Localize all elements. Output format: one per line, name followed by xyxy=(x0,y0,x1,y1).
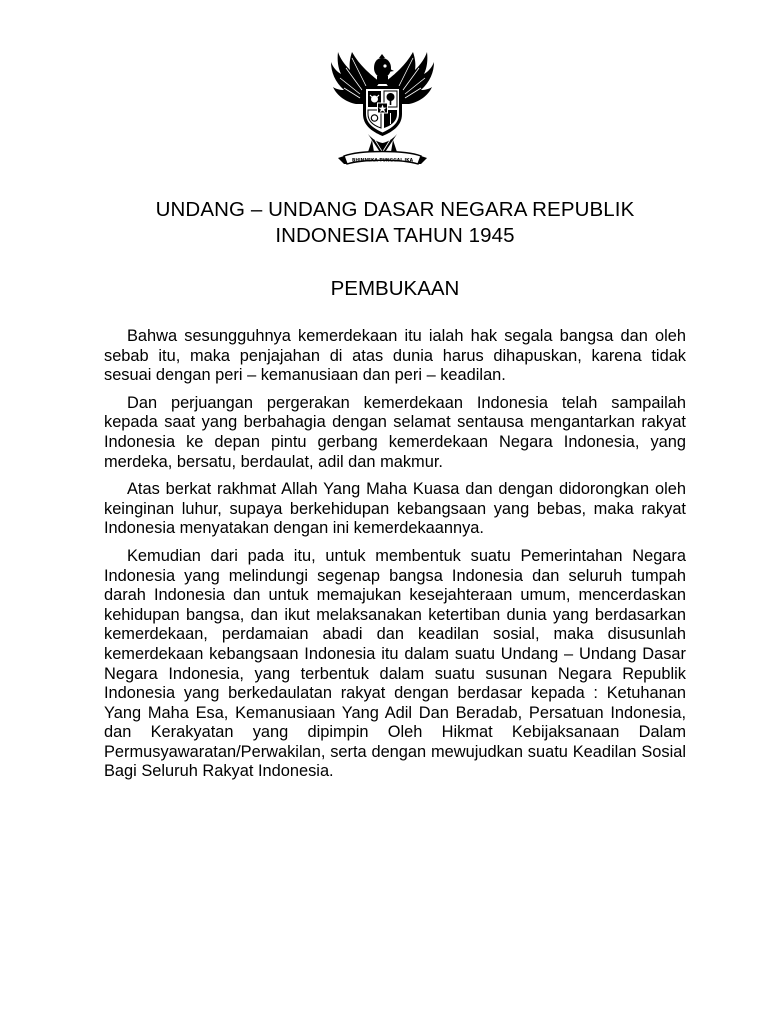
document-title xyxy=(102,197,688,249)
paragraph-1: Bahwa sesungguhnya kemerdekaan itu ialah hak segala bangsa dan oleh sebab itu, maka penjajahan di atas dunia harus dihapuskan, karena tidak sesuai dengan peri – kemanusiaan dan peri – keadilan. xyxy=(104,327,686,385)
garuda-pancasila-emblem xyxy=(330,44,435,176)
paragraph-2: Dan perjuangan pergerakan kemerdekaan Indonesia telah sampailah kepada saat yang berbahagia dengan selamat sentausa mengantarkan rakyat Indonesia ke depan pintu gerbang kemerdekaan Negara Indonesia, yang merdeka, bersatu, berdaulat, adil dan makmur. xyxy=(104,393,686,471)
paragraph-4: Kemudian dari pada itu, untuk membentuk suatu Pemerintahan Negara Indonesia yang melindungi segenap bangsa Indonesia dan seluruh tumpah darah Indonesia dan untuk memajukan kesejahteraan umum, mencerdaskan kehidupan bangsa, dan ikut melaksanakan ketertiban dunia yang berdasarkan kemerdekaan, perdamaian abadi dan keadilan sosial, maka disusunlah kemerdekaan kebangsaan Indonesia itu dalam suatu Undang – Undang Dasar Negara Indonesia, yang terbentuk dalam suatu susunan Negara Republik Indonesia yang berkedaulatan rakyat dengan berdasar kepada : Ketuhanan Yang Maha Esa, Kemanusiaan Yang Adil Dan Beradab, Persatuan Indonesia, dan Kerakyatan yang dipimpin Oleh Hikmat Kebijaksanaan Dalam Permusyawaratan/Perwakilan, serta dengan mewujudkan suatu Keadilan Sosial Bagi Seluruh Rakyat Indonesia. xyxy=(104,546,686,781)
title-line-1: UNDANG – UNDANG DASAR NEGARA REPUBLIK xyxy=(155,198,635,221)
preamble-body xyxy=(104,327,686,790)
paragraph-3: Atas berkat rakhmat Allah Yang Maha Kuasa dan dengan didorongkan oleh keinginan luhur, supaya berkehidupan kebangsaan yang bebas, maka rakyat Indonesia menyatakan dengan ini kemerdekaannya. xyxy=(104,480,686,538)
garuda-icon xyxy=(330,44,435,176)
title-line-2: INDONESIA TAHUN 1945 xyxy=(275,224,515,247)
section-title: PEMBUKAAN xyxy=(330,277,460,300)
emblem-motto: BHINNEKA TUNGGAL IKA xyxy=(352,158,413,164)
